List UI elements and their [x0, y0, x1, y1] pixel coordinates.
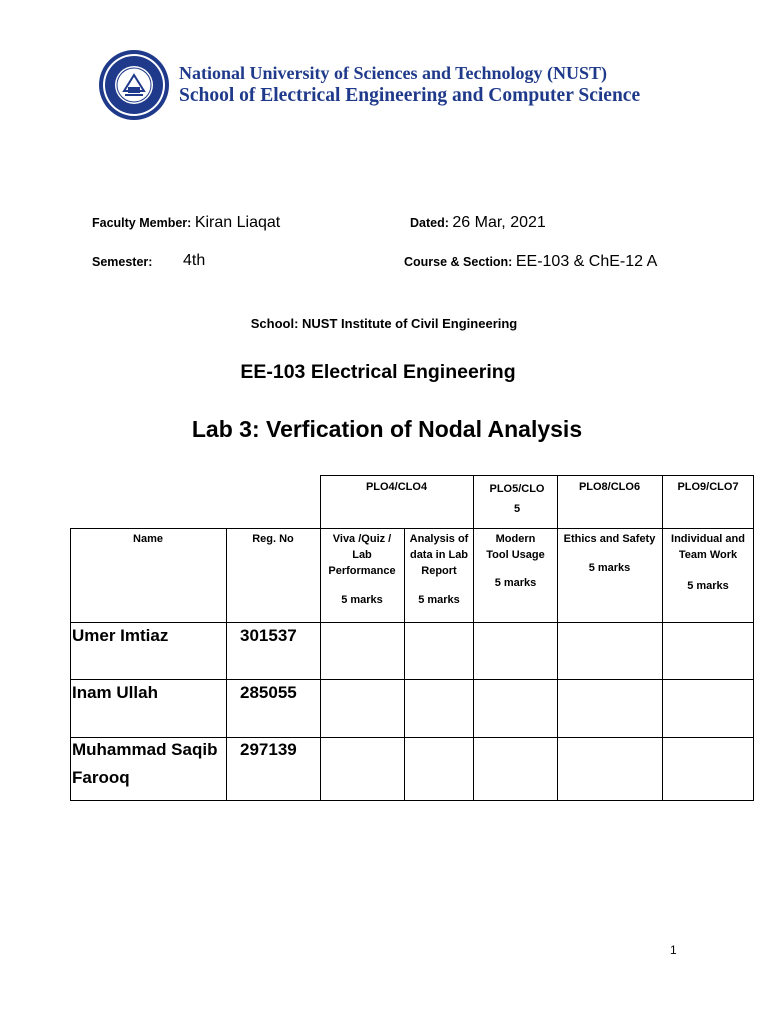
university-name: National University of Sciences and Technology (NUST)	[179, 63, 608, 83]
plo4-header: PLO4/CLO4	[365, 481, 428, 493]
plo5-header: PLO5/CLO 5	[489, 483, 545, 515]
column-header-modern-tool	[474, 527, 557, 591]
lab-title: Lab 3: Verfication of Nodal Analysis	[191, 416, 583, 442]
column-header-viva-marks: 5 marks	[341, 594, 383, 606]
plo9-header: PLO9/CLO7	[677, 481, 739, 493]
table-row-name: Inam Ullah	[72, 683, 158, 702]
column-header-modern-tool-marks: 5 marks	[494, 577, 537, 589]
column-header-ethics	[557, 527, 662, 576]
dated-value: 26 Mar, 2021	[452, 214, 546, 231]
course-section-value: EE-103 & ChE-12 A	[515, 253, 658, 270]
column-header-modern-tool-label: Modern Tool Usage	[486, 533, 545, 561]
table-row-reg-no: 285055	[240, 683, 297, 702]
table-row-reg-no: 301537	[240, 626, 297, 645]
column-header-analysis-marks: 5 marks	[418, 594, 460, 606]
column-header-ethics-marks: 5 marks	[588, 562, 631, 574]
column-header-reg-no: Reg. No	[252, 533, 294, 545]
school-name: School of Electrical Engineering and Computer Science	[179, 85, 641, 106]
column-header-ethics-label: Ethics and Safety	[563, 533, 656, 545]
column-header-individual-team-marks: 5 marks	[687, 580, 729, 592]
column-header-viva-label: Viva /Quiz / Lab Performance	[328, 533, 396, 577]
semester-value: 4th	[183, 252, 206, 269]
faculty-value: Kiran Liaqat	[194, 214, 281, 231]
course-title: EE-103 Electrical Engineering	[240, 361, 516, 383]
table-row-name: Muhammad Saqib Farooq	[72, 740, 218, 787]
column-header-individual-team	[662, 527, 754, 594]
course-section-label: Course & Section:	[404, 255, 513, 269]
table-row-reg-no: 297139	[240, 740, 297, 759]
table-row-name: Umer Imtiaz	[72, 626, 169, 645]
page-number: 1	[670, 943, 677, 957]
semester-label: Semester:	[92, 255, 153, 269]
column-header-viva	[322, 527, 402, 608]
column-header-analysis-label: Analysis of data in Lab Report	[409, 533, 469, 577]
faculty-label: Faculty Member:	[92, 216, 192, 230]
column-header-individual-team-label: Individual and Team Work	[671, 533, 745, 561]
column-header-analysis	[405, 527, 473, 608]
dated-label: Dated:	[410, 216, 449, 230]
plo8-header: PLO8/CLO6	[578, 481, 641, 493]
school-line: School: NUST Institute of Civil Engineering	[250, 316, 518, 331]
column-header-name: Name	[133, 533, 163, 545]
